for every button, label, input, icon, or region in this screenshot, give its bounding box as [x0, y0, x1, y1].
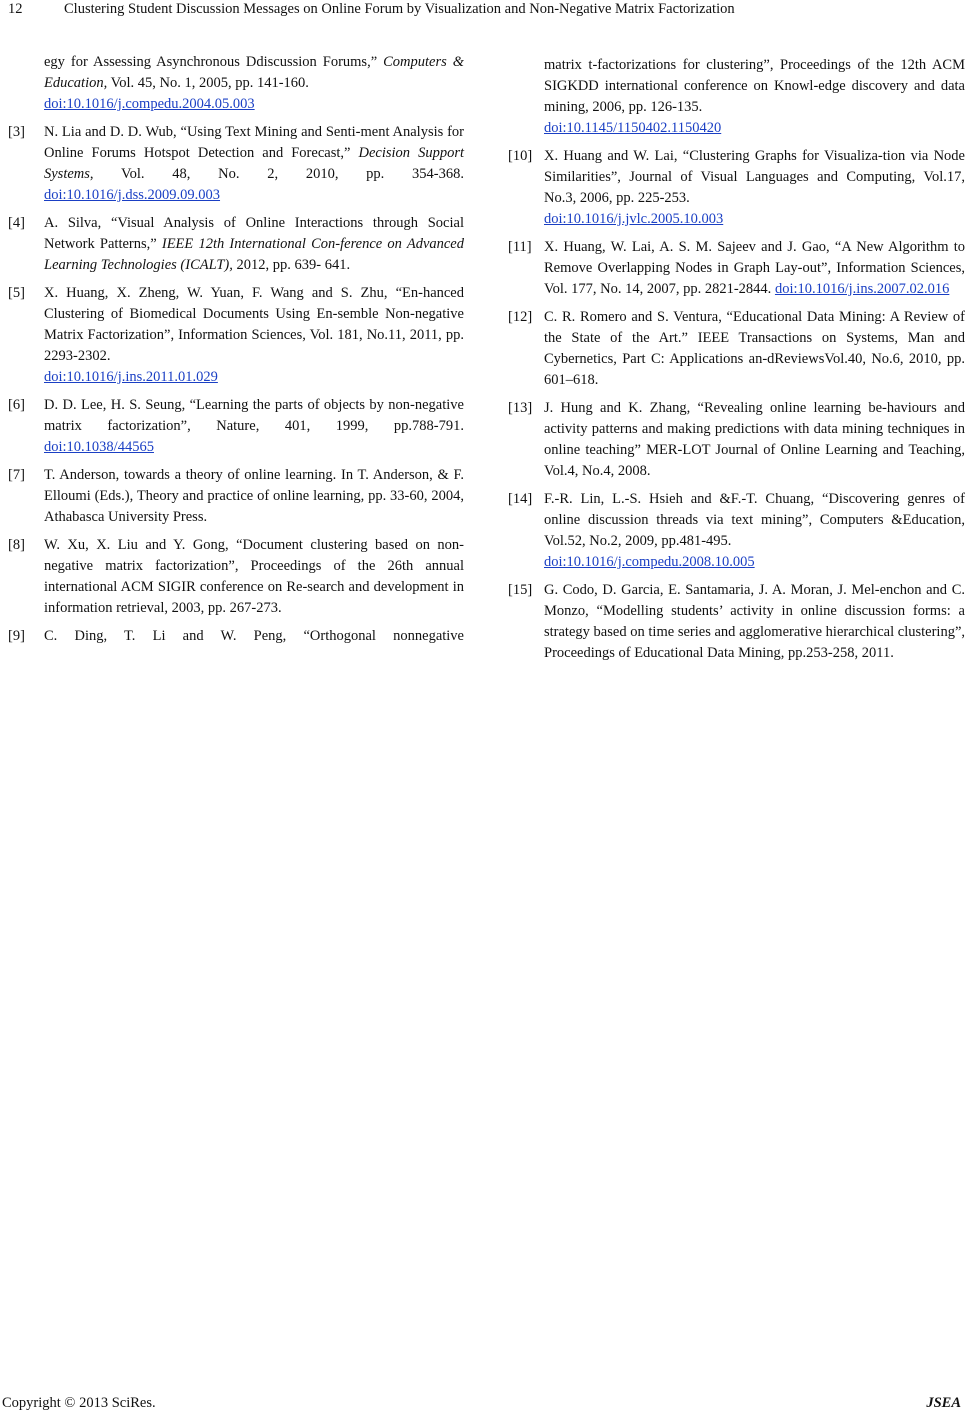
- reference-item: [8, 122, 464, 206]
- ref-number: [5]: [8, 285, 25, 301]
- reference-item: [8, 626, 464, 647]
- ref-text: X. Huang, X. Zheng, W. Yuan, F. Wang and S. Zhu, “En-hanced Clustering of Biomedical Documents Using En-semble Non-negative Matrix Factorization”, Information Sciences, Vol. 181, No.11, 2011, pp. 2293-2302.: [44, 285, 464, 364]
- ref-text: X. Huang, W. Lai, A. S. M. Sajeev and J. Gao, “A New Algorithm to Remove Overlapping Nodes in Graph Lay-out”, Information Sciences, Vol. 177, No. 14, 2007, pp. 2821-2844.: [544, 239, 965, 297]
- reference-item: [508, 146, 965, 230]
- ref-number: [8]: [8, 537, 25, 553]
- ref-text: W. Xu, X. Liu and Y. Gong, “Document clustering based on non-negative matrix factorization”, Proceedings of the 26th annual international ACM SIGIR conference on Re-search and development in information retrieval, 2003, pp. 267-273.: [44, 537, 464, 616]
- ref-number: [4]: [8, 215, 25, 231]
- ref-number: [11]: [508, 239, 532, 255]
- left-column: [8, 52, 464, 654]
- reference-item: [8, 395, 464, 458]
- doi-link[interactable]: doi:10.1016/j.dss.2009.09.003: [44, 187, 221, 203]
- ref-text: A. Silva, “Visual Analysis of Online Interactions through Social Network Patterns,”: [44, 215, 464, 252]
- reference-item: [8, 465, 464, 528]
- ref-journal: Decision Support Systems: [44, 145, 464, 182]
- ref-text: 2012, pp. 639- 641.: [232, 257, 351, 273]
- ref-text: C. R. Romero and S. Ventura, “Educational Data Mining: A Review of the State of the Art.” IEEE Transactions on Systems, Man and Cybernetics, Part C: Applications an-dReviewsVol.40, No.6, 2010, pp. 601–618.: [544, 309, 965, 388]
- ref-text: D. D. Lee, H. S. Seung, “Learning the parts of objects by non-negative matrix factorization”, Nature, 401, 1999, pp.788-791.: [44, 397, 464, 434]
- reference-item: [8, 283, 464, 388]
- reference-item: [8, 213, 464, 276]
- copyright-notice: Copyright © 2013 SciRes.: [2, 1395, 156, 1411]
- ref-journal: IEEE 12th International Con-ference on Advanced Learning Technologies (ICALT),: [44, 236, 464, 273]
- ref-text: T. Anderson, towards a theory of online learning. In T. Anderson, & F. Elloumi (Eds.), Theory and practice of online learning, pp. 33-60, 2004, Athabasca University Press.: [44, 467, 464, 525]
- doi-link[interactable]: doi:10.1145/1150402.1150420: [544, 120, 722, 136]
- ref-number: [9]: [8, 628, 25, 644]
- ref-text: F.-R. Lin, L.-S. Hsieh and &F.-T. Chuang, “Discovering genres of online discussion threads via text mining”, Computers &Education, Vol.52, No.2, 2009, pp.481-495.: [544, 491, 965, 549]
- page-footer: [0, 1394, 965, 1414]
- ref-number: [15]: [508, 582, 533, 598]
- right-column: [508, 55, 965, 671]
- doi-link[interactable]: doi:10.1016/j.ins.2011.01.029: [44, 369, 218, 385]
- ref-text: J. Hung and K. Zhang, “Revealing online learning be-haviours and activity patterns and making predictions with data mining techniques in online teaching” MER-LOT Journal of Online Learning and Teaching, Vol.4, No.4, 2008.: [544, 400, 965, 479]
- running-title: Clustering Student Discussion Messages on Online Forum by Visualization and Non-Negative Matrix Factorization: [64, 1, 735, 17]
- doi-link[interactable]: doi:10.1016/j.compedu.2008.10.005: [544, 554, 755, 570]
- reference-item: [508, 307, 965, 391]
- ref-journal: Computers & Education,: [44, 54, 464, 91]
- ref-number: [6]: [8, 397, 25, 413]
- doi-link[interactable]: doi:10.1016/j.jvlc.2005.10.003: [544, 211, 724, 227]
- doi-link[interactable]: doi:10.1016/j.compedu.2004.05.003: [44, 96, 255, 112]
- reference-continuation: [8, 52, 464, 115]
- ref-text: matrix t-factorizations for clustering”, Proceedings of the 12th ACM SIGKDD international conference on Knowl-edge discovery and data mining, 2006, pp. 126-135.: [544, 57, 965, 115]
- ref-number: [12]: [508, 309, 533, 325]
- ref-text: N. Lia and D. D. Wub, “Using Text Mining and Senti-ment Analysis for Online Forums Hotspot Detection and Forecast,”: [44, 124, 464, 161]
- reference-item: [8, 535, 464, 619]
- ref-number: [13]: [508, 400, 533, 416]
- page-header: [0, 0, 965, 24]
- reference-item: [508, 398, 965, 482]
- ref-number: [14]: [508, 491, 533, 507]
- journal-abbrev: JSEA: [926, 1395, 961, 1411]
- ref-number: [7]: [8, 467, 25, 483]
- doi-link[interactable]: doi:10.1016/j.ins.2007.02.016: [774, 281, 950, 297]
- ref-text: X. Huang and W. Lai, “Clustering Graphs for Visualiza-tion via Node Similarities”, Journal of Visual Languages and Computing, Vol.17, No.3, 2006, pp. 225-253.: [544, 148, 965, 206]
- ref-text: Vol. 45, No. 1, 2005, pp. 141-160.: [107, 75, 309, 91]
- ref-text: G. Codo, D. Garcia, E. Santamaria, J. A. Moran, J. Mel-enchon and C. Monzo, “Modelling students’ activity in online discussion forms: a strategy based on time series and agglomerative hierarchical clustering”, Proceedings of Educational Data Mining, pp.253-258, 2011.: [544, 582, 965, 661]
- ref-number: [3]: [8, 124, 25, 140]
- reference-item: [508, 489, 965, 573]
- reference-continuation: [508, 55, 965, 139]
- ref-number: [10]: [508, 148, 533, 164]
- reference-item: [508, 237, 965, 300]
- ref-text: egy for Assessing Asynchronous Ddiscussion Forums,”: [44, 54, 378, 70]
- doi-link[interactable]: doi:10.1038/44565: [44, 439, 154, 455]
- ref-text: , Vol. 48, No. 2, 2010, pp. 354-368.: [89, 166, 464, 182]
- reference-item: [508, 580, 965, 664]
- ref-text: C. Ding, T. Li and W. Peng, “Orthogonal nonnegative: [44, 628, 464, 644]
- page-number: 12: [8, 1, 23, 17]
